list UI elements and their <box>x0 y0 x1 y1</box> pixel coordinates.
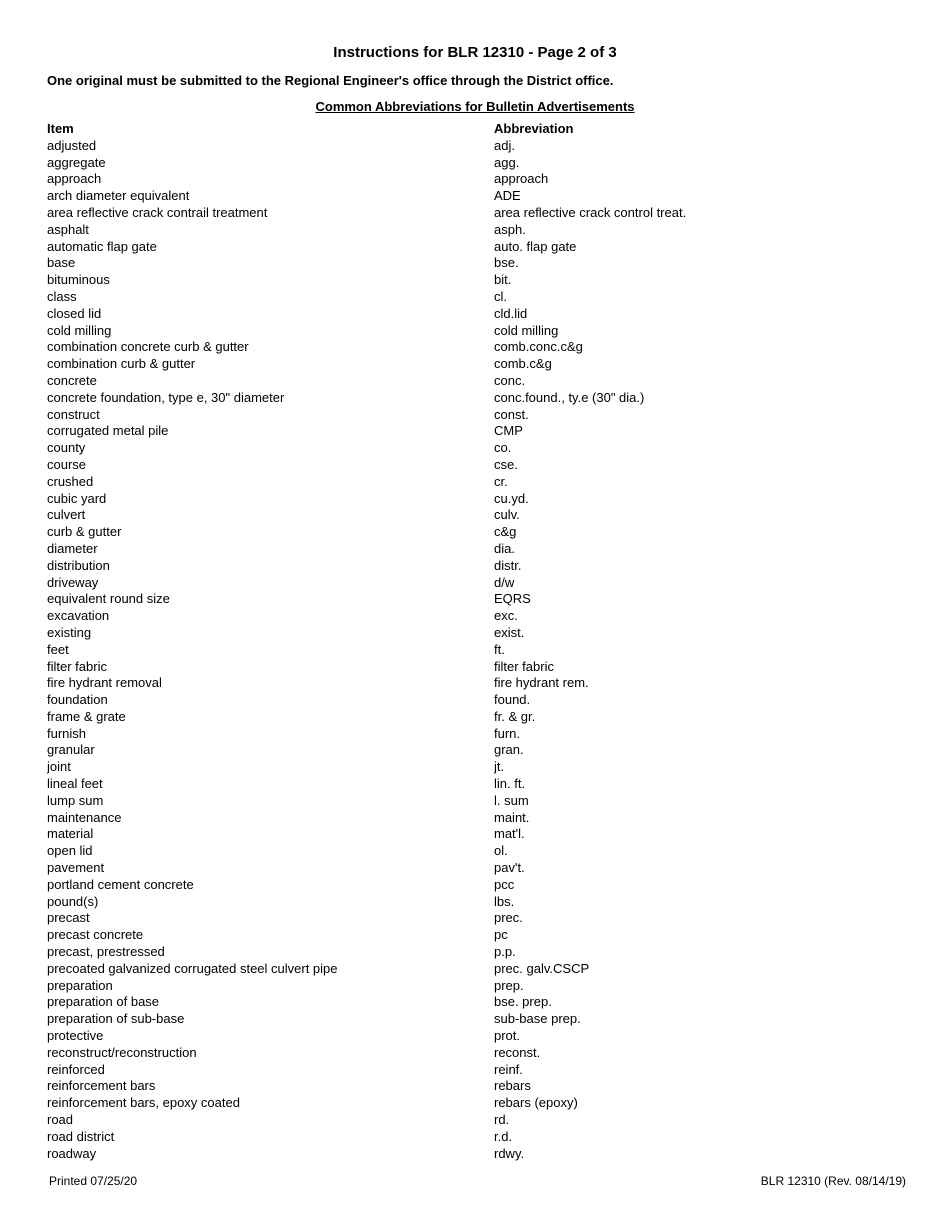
abbreviation-cell: cold milling <box>494 322 559 338</box>
abbreviation-cell: gran. <box>494 742 524 758</box>
table-row <box>47 994 927 1011</box>
table-row <box>47 524 927 541</box>
item-cell: course <box>47 456 87 472</box>
item-cell: furnish <box>47 725 87 741</box>
item-cell: driveway <box>47 574 99 590</box>
item-cell: pound(s) <box>47 893 99 909</box>
table-row <box>47 373 927 390</box>
item-cell: reinforced <box>47 1061 105 1077</box>
item-cell: corrugated metal pile <box>47 423 169 439</box>
abbreviation-cell: lin. ft. <box>494 776 526 792</box>
table-row <box>47 1112 927 1129</box>
item-cell: pavement <box>47 860 105 876</box>
abbreviation-cell: exc. <box>494 608 518 624</box>
item-cell: precast concrete <box>47 927 144 943</box>
page-title: Instructions for BLR 12310 - Page 2 of 3 <box>333 44 617 61</box>
table-row <box>47 659 927 676</box>
abbreviation-cell: comb.conc.c&g <box>494 339 583 355</box>
table-row <box>47 608 927 625</box>
item-cell: preparation of sub-base <box>47 1011 185 1027</box>
abbreviation-cell: prec. galv.CSCP <box>494 960 590 976</box>
abbreviation-cell: sub-base prep. <box>494 1011 581 1027</box>
item-cell: precast, prestressed <box>47 944 165 960</box>
table-row <box>47 675 927 692</box>
abbreviation-cell: distr. <box>494 557 522 573</box>
item-cell: precoated galvanized corrugated steel culvert pipe <box>47 960 338 976</box>
item-cell: granular <box>47 742 95 758</box>
abbreviation-cell: fr. & gr. <box>494 708 536 724</box>
item-cell: reinforcement bars, epoxy coated <box>47 1095 240 1111</box>
table-row <box>47 1062 927 1079</box>
table-row <box>47 826 927 843</box>
item-cell: frame & grate <box>47 708 126 724</box>
table-row <box>47 491 927 508</box>
table-header-row <box>47 121 927 138</box>
abbreviation-cell: comb.c&g <box>494 356 552 372</box>
table-row <box>47 306 927 323</box>
item-cell: foundation <box>47 692 108 708</box>
item-cell: base <box>47 255 76 271</box>
abbreviation-cell: rd. <box>494 1112 510 1128</box>
item-cell: precast <box>47 910 90 926</box>
item-cell: concrete <box>47 372 97 388</box>
abbreviation-cell: cu.yd. <box>494 490 529 506</box>
item-cell: excavation <box>47 608 110 624</box>
table-row <box>47 356 927 373</box>
item-cell: adjusted <box>47 137 97 153</box>
abbreviation-cell: ol. <box>494 843 508 859</box>
table-row <box>47 171 927 188</box>
table-row <box>47 255 927 272</box>
item-cell: reinforcement bars <box>47 1078 156 1094</box>
table-row <box>47 1045 927 1062</box>
table-row <box>47 272 927 289</box>
abbreviation-cell: culv. <box>494 507 520 523</box>
item-cell: culvert <box>47 507 86 523</box>
item-cell: road <box>47 1112 74 1128</box>
abbreviation-cell: rebars (epoxy) <box>494 1095 578 1111</box>
item-cell: cubic yard <box>47 490 107 506</box>
table-row <box>47 726 927 743</box>
table-row <box>47 323 927 340</box>
abbreviation-cell: auto. flap gate <box>494 238 577 254</box>
item-cell: construct <box>47 406 100 422</box>
table-row <box>47 759 927 776</box>
abbreviation-cell: fire hydrant rem. <box>494 675 589 691</box>
table-row <box>47 742 927 759</box>
table-row <box>47 1011 927 1028</box>
table-row <box>47 1095 927 1112</box>
table-row <box>47 575 927 592</box>
abbreviation-cell: jt. <box>494 759 505 775</box>
item-cell: fire hydrant removal <box>47 675 162 691</box>
item-cell: automatic flap gate <box>47 238 157 254</box>
submission-notice: One original must be submitted to the Regional Engineer's office through the District office. <box>47 73 614 88</box>
item-cell: concrete foundation, type e, 30" diameter <box>47 389 285 405</box>
abbreviation-cell: dia. <box>494 540 515 556</box>
abbreviation-cell: found. <box>494 692 531 708</box>
table-row <box>47 1078 927 1095</box>
item-cell: maintenance <box>47 809 122 825</box>
abbreviation-cell: c&g <box>494 524 517 540</box>
abbreviation-cell: cr. <box>494 473 508 489</box>
item-cell: existing <box>47 624 92 640</box>
item-cell: bituminous <box>47 272 110 288</box>
table-row <box>47 289 927 306</box>
item-cell: distribution <box>47 557 110 573</box>
abbreviation-cell: reconst. <box>494 1044 541 1060</box>
abbreviation-cell: rdwy. <box>494 1145 525 1161</box>
table-row <box>47 692 927 709</box>
section-heading: Common Abbreviations for Bulletin Advertisements <box>315 99 635 114</box>
abbreviation-cell: exist. <box>494 624 525 640</box>
abbreviation-cell: filter fabric <box>494 658 554 674</box>
item-cell: area reflective crack contrail treatment <box>47 204 268 220</box>
table-row <box>47 138 927 155</box>
abbreviation-cell: bse. <box>494 255 519 271</box>
abbreviation-cell: ADE <box>494 188 521 204</box>
item-cell: joint <box>47 759 71 775</box>
abbreviation-cell: p.p. <box>494 944 516 960</box>
item-cell: aggregate <box>47 154 106 170</box>
printed-date: Printed 07/25/20 <box>49 1174 138 1188</box>
table-row <box>47 155 927 172</box>
item-cell: road district <box>47 1128 115 1144</box>
item-cell: crushed <box>47 473 94 489</box>
item-cell: preparation of base <box>47 994 160 1010</box>
abbreviation-cell: approach <box>494 171 549 187</box>
abbreviation-cell: rebars <box>494 1078 531 1094</box>
abbreviation-cell: prec. <box>494 910 523 926</box>
item-cell: feet <box>47 641 69 657</box>
abbreviations-table <box>47 121 927 1162</box>
abbreviation-cell: conc.found., ty.e (30" dia.) <box>494 389 645 405</box>
item-cell: approach <box>47 171 102 187</box>
table-row <box>47 793 927 810</box>
item-cell: arch diameter equivalent <box>47 188 190 204</box>
item-cell: combination curb & gutter <box>47 356 196 372</box>
abbreviation-cell: agg. <box>494 154 520 170</box>
table-row <box>47 860 927 877</box>
abbreviation-cell: r.d. <box>494 1128 513 1144</box>
table-row <box>47 423 927 440</box>
abbreviation-cell: ft. <box>494 641 505 657</box>
item-cell: portland cement concrete <box>47 876 194 892</box>
abbreviation-cell: const. <box>494 406 529 422</box>
table-row <box>47 944 927 961</box>
abbreviation-cell: area reflective crack control treat. <box>494 204 687 220</box>
abbreviation-cell: furn. <box>494 725 521 741</box>
abbreviation-cell: prot. <box>494 1028 521 1044</box>
abbreviation-cell: maint. <box>494 809 530 825</box>
table-row <box>47 541 927 558</box>
item-cell: roadway <box>47 1145 97 1161</box>
table-row <box>47 1028 927 1045</box>
table-row <box>47 978 927 995</box>
table-row <box>47 910 927 927</box>
item-cell: material <box>47 826 94 842</box>
table-row <box>47 390 927 407</box>
abbreviation-cell: bse. prep. <box>494 994 552 1010</box>
abbreviation-cell: CMP <box>494 423 523 439</box>
table-row <box>47 894 927 911</box>
item-cell: combination concrete curb & gutter <box>47 339 249 355</box>
table-row <box>47 961 927 978</box>
table-row <box>47 457 927 474</box>
item-cell: preparation <box>47 977 113 993</box>
table-row <box>47 188 927 205</box>
item-cell: protective <box>47 1028 104 1044</box>
column-header-abbreviation: Abbreviation <box>494 121 574 136</box>
abbreviation-cell: reinf. <box>494 1061 523 1077</box>
abbreviation-cell: lbs. <box>494 893 515 909</box>
abbreviation-cell: prep. <box>494 977 524 993</box>
table-row <box>47 843 927 860</box>
item-cell: reconstruct/reconstruction <box>47 1044 197 1060</box>
item-cell: equivalent round size <box>47 591 170 607</box>
item-cell: lineal feet <box>47 776 103 792</box>
abbreviation-cell: EQRS <box>494 591 531 607</box>
item-cell: county <box>47 440 86 456</box>
table-row <box>47 1146 927 1163</box>
abbreviation-cell: cld.lid <box>494 305 528 321</box>
item-cell: curb & gutter <box>47 524 122 540</box>
abbreviation-cell: cse. <box>494 456 518 472</box>
table-row <box>47 591 927 608</box>
table-row <box>47 709 927 726</box>
abbreviation-cell: mat'l. <box>494 826 525 842</box>
table-row <box>47 558 927 575</box>
abbreviation-cell: conc. <box>494 372 526 388</box>
abbreviation-cell: asph. <box>494 221 526 237</box>
table-row <box>47 810 927 827</box>
table-row <box>47 507 927 524</box>
table-body <box>47 138 927 1163</box>
abbreviation-cell: co. <box>494 440 512 456</box>
table-row <box>47 407 927 424</box>
item-cell: asphalt <box>47 221 89 237</box>
item-cell: open lid <box>47 843 93 859</box>
table-row <box>47 474 927 491</box>
abbreviation-cell: l. sum <box>494 792 529 808</box>
table-row <box>47 927 927 944</box>
abbreviation-cell: cl. <box>494 288 507 304</box>
column-header-item: Item <box>47 121 74 136</box>
abbreviation-cell: d/w <box>494 574 515 590</box>
item-cell: class <box>47 288 77 304</box>
abbreviation-cell: pav't. <box>494 860 525 876</box>
table-row <box>47 239 927 256</box>
table-row <box>47 642 927 659</box>
table-row <box>47 440 927 457</box>
item-cell: closed lid <box>47 305 102 321</box>
table-row <box>47 205 927 222</box>
table-row <box>47 222 927 239</box>
item-cell: cold milling <box>47 322 112 338</box>
item-cell: diameter <box>47 540 98 556</box>
table-row <box>47 625 927 642</box>
item-cell: filter fabric <box>47 658 107 674</box>
abbreviation-cell: pc <box>494 927 508 943</box>
table-row <box>47 877 927 894</box>
table-row <box>47 339 927 356</box>
abbreviation-cell: pcc <box>494 876 515 892</box>
table-row <box>47 776 927 793</box>
abbreviation-cell: adj. <box>494 137 515 153</box>
item-cell: lump sum <box>47 792 104 808</box>
table-row <box>47 1129 927 1146</box>
form-id: BLR 12310 (Rev. 08/14/19) <box>760 1174 906 1188</box>
abbreviation-cell: bit. <box>494 272 512 288</box>
